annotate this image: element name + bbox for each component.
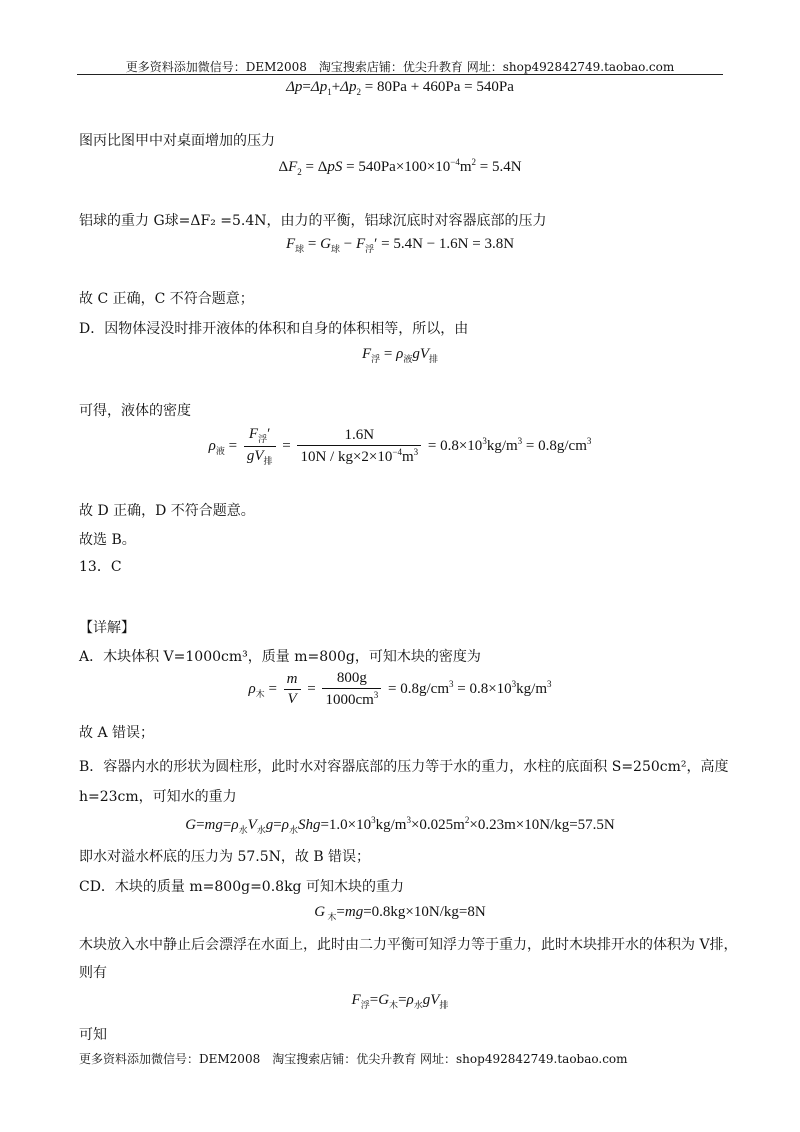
text-line: 故 C 正确，C 不符合题意； [79, 291, 254, 307]
header-rule [77, 74, 723, 75]
text-line: 图丙比图甲中对桌面增加的压力 [79, 133, 275, 149]
text-line: 即水对溢水杯底的压力为 57.5N，故 B 错误； [79, 849, 371, 865]
equation-force-increase: $\Delta F_2 = \Delta pS = 540Pa\times 100\times 10^{-4}m^2 = 5.4N$ [278, 157, 522, 177]
equation-water-weight: $G=mg=\rho_水V_水g=\rho_水Shg=1.0\times 10^3kg/m^3\times 0.025m^2\times 0.23m\times 10N/kg=57.5N$ [185, 815, 615, 835]
text-line: D．因物体浸没时排开液体的体积和自身的体积相等，所以，由 [79, 321, 469, 337]
text-line: 故 D 正确，D 不符合题意。 [79, 503, 255, 519]
text-line: 故 A 错误； [79, 725, 155, 741]
text-line: 13．C [79, 559, 122, 575]
text-line: h=23cm，可知水的重力 [79, 789, 237, 805]
section-heading: 【详解】 [79, 620, 135, 636]
text-line: 故选 B。 [79, 532, 136, 548]
text-line: A．木块体积 V=1000cm³，质量 m=800g，可知木块的密度为 [79, 649, 481, 665]
equation-liquid-density: $\rho_液$ = $\frac{F_浮'}{gV_排}$ = $\frac{1.6N}{10N / kg\times 2\times 10^{-4}m^3}$ = $0.8\times 10^3kg/m^3 = 0.8g/cm^3$ [208, 426, 592, 466]
equation-wood-density: $\rho_木$ = $\frac{m}{V}$ = $\frac{800g}{1000cm^3}$ = $0.8g/cm^3 = 0.8\times 10^3kg/m^3$ [248, 670, 552, 708]
text-line: 可得，液体的密度 [79, 403, 191, 419]
equation-buoyancy: $F_浮 = \rho_液gV_排$ [361, 346, 439, 364]
equation-ball-force: $F_球 = G_球 - F_浮' = 5.4N - 1.6N = 3.8N$ [285, 236, 515, 254]
equation-wood-weight: G $_木$=mg=0.8kg×10N/kg=8N [314, 904, 486, 922]
page-footer: 更多资料添加微信号：DEM2008 淘宝搜索店铺：优尖升教育 网址：shop492842749.taobao.com [79, 1052, 628, 1066]
text-line: 则有 [79, 965, 107, 981]
page-header: 更多资料添加微信号：DEM2008 淘宝搜索店铺：优尖升教育 网址：shop492842749.taobao.com [125, 60, 675, 74]
text-line: 木块放入水中静止后会漂浮在水面上，此时由二力平衡可知浮力等于重力，此时木块排开水的体积为 V排， [79, 937, 738, 953]
equation-float-balance: $F_浮=G_木=\rho_水gV_排$ [351, 992, 449, 1010]
text-line: 铝球的重力 G球=ΔF₂ =5.4N，由力的平衡，铝球沉底时对容器底部的压力 [79, 213, 547, 229]
text-line: 可知 [79, 1027, 107, 1043]
text-line: B．容器内水的形状为圆柱形，此时水对容器底部的压力等于水的重力，水柱的底面积 S=250cm²，高度 [79, 759, 729, 775]
equation-pressure-sum: $\Delta p=\Delta p_1+\Delta p_2 = 80Pa + 460Pa = 540Pa$ [286, 79, 514, 97]
text-line: CD．木块的质量 m=800g=0.8kg 可知木块的重力 [79, 879, 404, 895]
